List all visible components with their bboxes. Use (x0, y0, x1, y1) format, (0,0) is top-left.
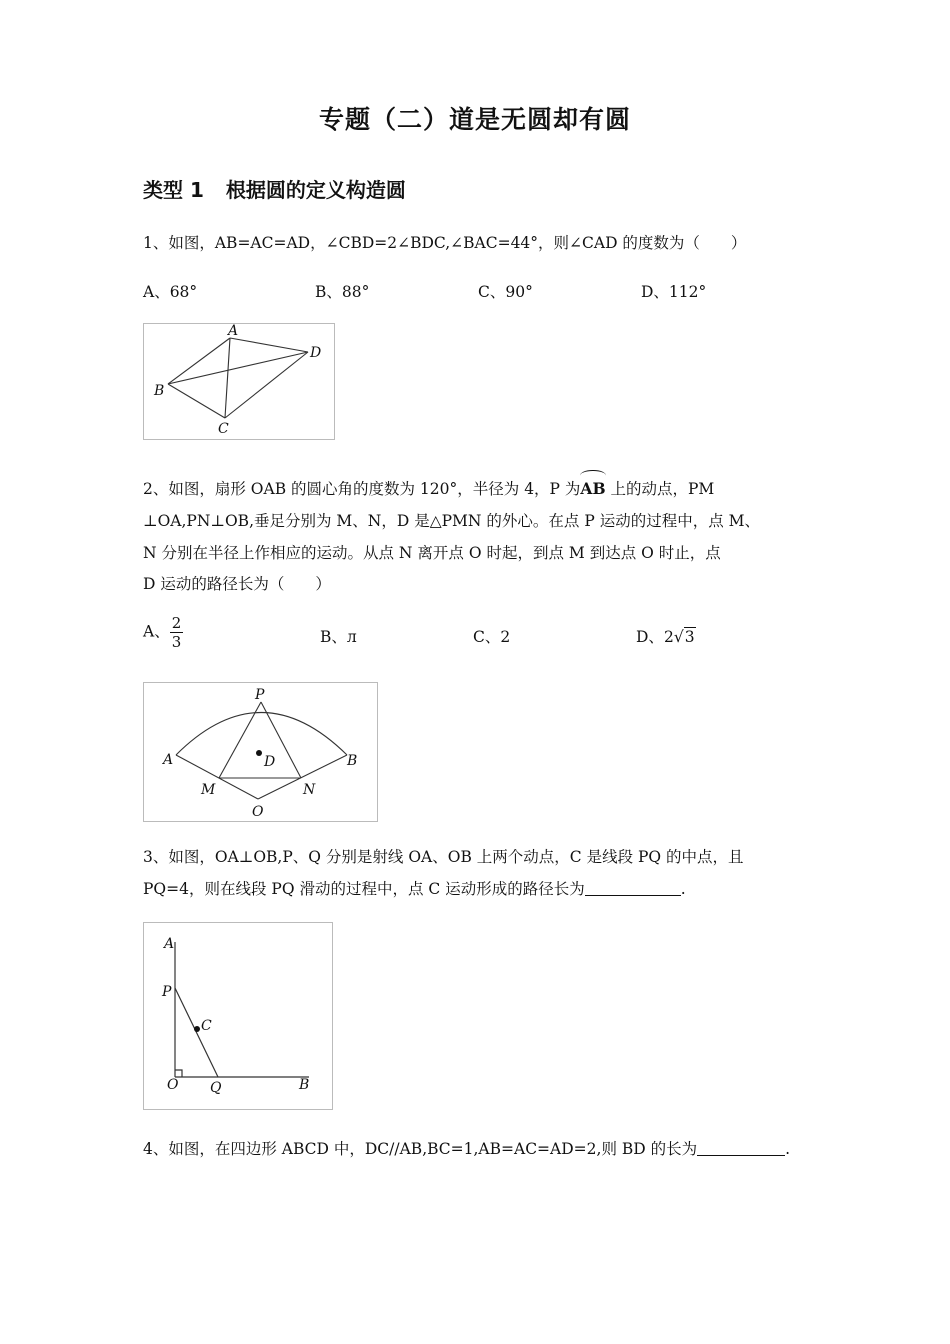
radius-oa (176, 755, 258, 799)
q1-option-b: B、88° (315, 283, 370, 301)
section-label: 类型 1 (143, 178, 204, 202)
q2-label-p: P (255, 687, 265, 703)
sqrt-radicand: 3 (684, 628, 695, 646)
q2-label-b: B (347, 753, 358, 769)
q2-option-b: B、л (320, 628, 357, 646)
q1-figure (143, 323, 335, 440)
answer-blank (585, 877, 681, 896)
question-3-line-2 (143, 874, 813, 904)
q3-label-o: O (167, 1077, 179, 1093)
q2-label-o: O (252, 804, 264, 820)
arc-path (176, 713, 347, 756)
question-1-stem: 1、如图，AB=AC=AD，∠CBD=2∠BDC,∠BAC=44°，则∠CAD 的度数为（ ） (143, 234, 747, 252)
q1-label-a: A (228, 323, 239, 339)
q2-option-d-coef: 2 (663, 628, 674, 646)
fraction-denominator: 3 (171, 633, 182, 651)
right-angle-mark (175, 1070, 182, 1077)
q2-label-n: N (303, 782, 316, 798)
question-3-line-1: 3、如图，OA⊥OB,P、Q 分别是射线 OA、OB 上两个动点，C 是线段 PQ 的中点，且 (143, 848, 744, 866)
q2-label-a: A (163, 752, 174, 768)
question-2-line-1 (143, 474, 813, 504)
q3-label-b: B (299, 1077, 310, 1093)
q2-figure (143, 682, 378, 822)
answer-blank (697, 1137, 785, 1156)
q3-label-a: A (164, 936, 175, 952)
segment-ad (230, 338, 308, 352)
circumcenter-d (256, 750, 262, 756)
q1-option-d: D、112° (641, 283, 707, 301)
question-2-line-2: ⊥OA,PN⊥OB,垂足分别为 M、N，D 是△PMN 的外心。在点 P 运动的过程中，点 M、 (143, 512, 761, 530)
q2-option-d (636, 625, 696, 647)
q2-option-a (143, 614, 183, 651)
q3-label-c: C (201, 1018, 212, 1034)
q1-label-c: C (218, 421, 229, 437)
fraction-two-thirds (170, 614, 184, 651)
q2-option-a-prefix: A、 (143, 622, 170, 641)
midpoint-c (194, 1026, 200, 1032)
question-2-line-3: N 分别在半径上作相应的运动。从点 N 离开点 O 时起，到点 M 到达点 O 时止，点 (143, 544, 721, 562)
question-2-line-4: D 运动的路径长为（ ） (143, 575, 331, 593)
question-4-line-1 (143, 1134, 813, 1164)
q1-option-c: C、90° (478, 283, 533, 301)
q2-label-d: D (264, 754, 276, 770)
q2-line1-end: 上的动点，PM (610, 480, 715, 498)
q1-label-d: D (310, 345, 322, 361)
q2-line1-start: 2、如图，扇形 OAB 的圆心角的度数为 120°，半径为 4，P 为 (143, 480, 581, 498)
q3-figure (143, 922, 333, 1110)
segment-pm (219, 702, 261, 778)
q1-option-a: A、68° (143, 283, 198, 301)
sqrt-symbol: √3 (673, 628, 695, 646)
fraction-numerator: 2 (171, 614, 182, 632)
segment-ac (225, 338, 230, 418)
arc-ab: AB (580, 474, 605, 504)
q1-label-b: B (154, 383, 165, 399)
section-heading (143, 174, 406, 203)
q4-line1-text: 4、如图，在四边形 ABCD 中，DC//AB,BC=1,AB=AC=AD=2,则 BD 的长为 (143, 1140, 698, 1158)
page-title: 专题（二）道是无圆却有圆 (318, 105, 631, 134)
q4-line1-end: . (785, 1140, 791, 1158)
q2-label-m: M (201, 782, 216, 798)
q3-line2-end: . (680, 880, 686, 898)
q2-option-c: C、2 (473, 628, 511, 646)
q3-label-p: P (162, 984, 172, 1000)
segment-bc (168, 384, 225, 418)
section-title: 根据圆的定义构造圆 (225, 178, 406, 202)
q2-option-d-prefix: D、 (636, 628, 664, 646)
q3-label-q: Q (210, 1080, 222, 1096)
q3-line2-text: PQ=4，则在线段 PQ 滑动的过程中，点 C 运动形成的路径长为 (143, 880, 585, 898)
